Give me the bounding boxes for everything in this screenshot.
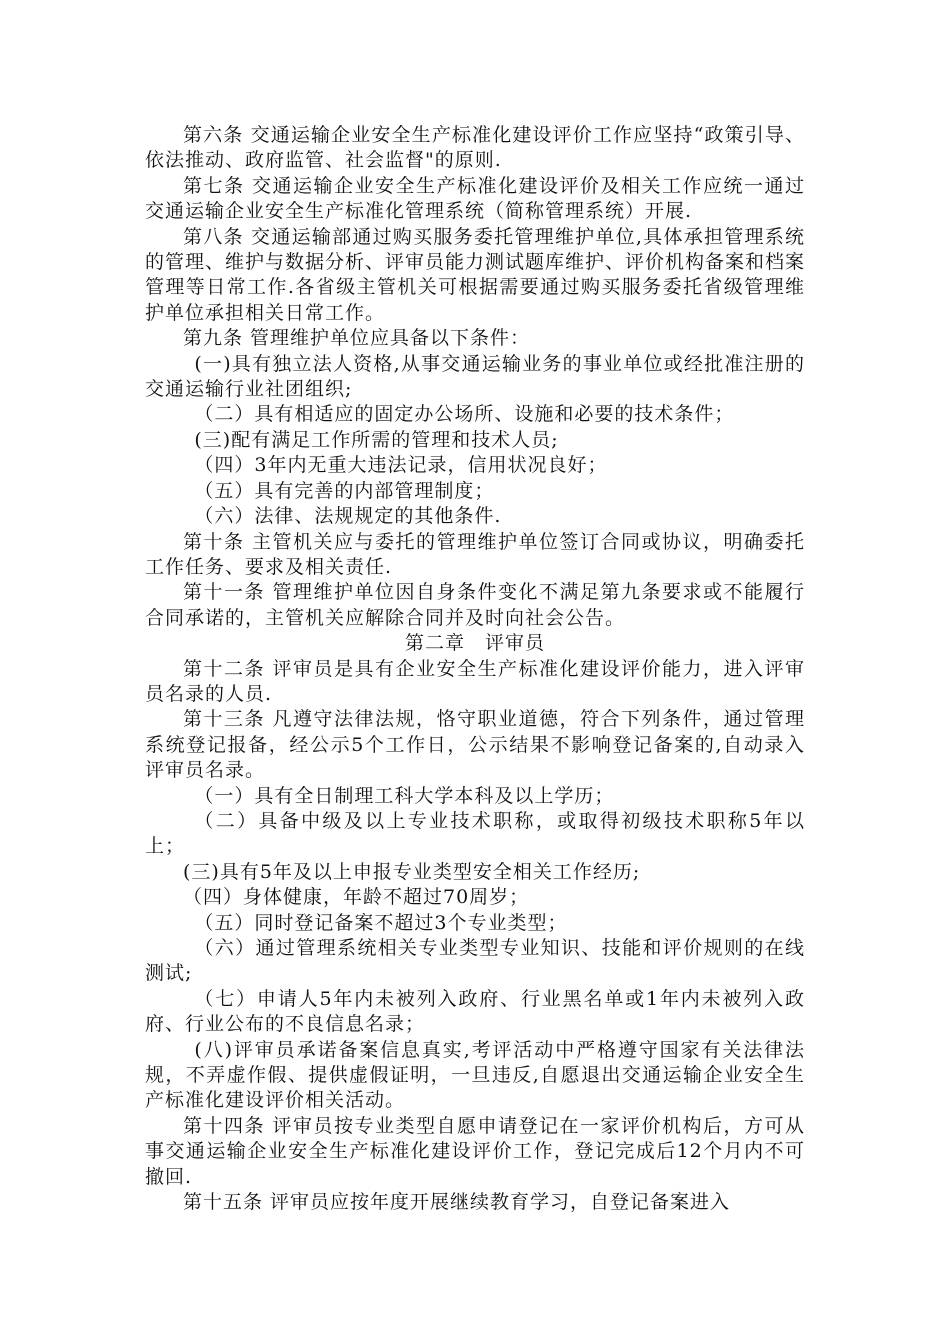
document-body (145, 123, 805, 1215)
article-10: 第十条 主管机关应与委托的管理维护单位签订合同或协议，明确委托工作任务、要求及相关责任. (145, 530, 805, 578)
article-8: 第八条 交通运输部通过购买服务委托管理维护单位,具体承担管理系统的管理、维护与数据分析、评审员能力测试题库维护、评价机构备案和档案管理等日常工作.各省级主管机关可根据需要通过购买服务委托省级管理维护单位承担相关日常工作。 (145, 225, 806, 324)
article-9-item-4: （四）3年内无重大违法记录，信用状况良好； (194, 454, 608, 477)
article-13-item-2: （二）具备中级及以上专业技术职称，或取得初级技术职称5年以上； (145, 809, 805, 858)
article-13-item-8: (八)评审员承诺备案信息真实,考评活动中严格遵守国家有关法律法规，不弄虚作假、提供虚假证明，一旦违反,自愿退出交通运输企业安全生产标准化建设评价相关活动。 (145, 1038, 805, 1112)
article-13-item-7: （七）申请人5年内未被列入政府、行业黑名单或1年内未被列入政府、行业公布的不良信息名录； (145, 987, 805, 1036)
article-13-item-3: (三)具有5年及以上申报专业类型安全相关工作经历; (183, 860, 641, 883)
article-13-item-4: （四）身体健康，年龄不超过70周岁； (183, 886, 530, 909)
article-9-item-3: (三)配有满足工作所需的管理和技术人员; (194, 428, 559, 451)
article-9-item-1: (一)具有独立法人资格,从事交通运输业务的事业单位或经批准注册的交通运输行业社团组织; (145, 352, 805, 401)
article-7: 第七条 交通运输企业安全生产标准化建设评价及相关工作应统一通过交通运输企业安全生产标准化管理系统（简称管理系统）开展. (145, 174, 805, 223)
article-9-item-2: （二）具有相适应的固定办公场所、设施和必要的技术条件； (194, 403, 735, 426)
article-14: 第十四条 评审员按专业类型自愿申请登记在一家评价机构后，方可从事交通运输企业安全生产标准化建设评价工作，登记完成后12个月内不可撤回. (145, 1114, 805, 1188)
chapter-heading: 第二章 评审员 (404, 632, 545, 655)
article-9: 第九条 管理维护单位应具备以下条件： (183, 327, 531, 350)
article-13-item-5: （五）同时登记备案不超过3个专业类型； (194, 911, 568, 934)
article-13-item-1: （一）具有全日制理工科大学本科及以上学历； (194, 784, 615, 807)
article-12: 第十二条 评审员是具有企业安全生产标准化建设评价能力，进入评审员名录的人员. (145, 657, 805, 705)
article-11: 第十一条 管理维护单位因自身条件变化不满足第九条要求或不能履行合同承诺的，主管机关应解除合同并及时向社会公告。 (145, 581, 805, 629)
article-9-item-5: （五）具有完善的内部管理制度； (194, 479, 495, 502)
article-13: 第十三条 凡遵守法律法规，恪守职业道德，符合下列条件，通过管理系统登记报备，经公示5个工作日，公示结果不影响登记备案的,自动录入评审员名录。 (145, 708, 805, 782)
article-15: 第十五条 评审员应按年度开展继续教育学习，自登记备案进入 (183, 1191, 731, 1214)
article-9-item-6: （六）法律、法规规定的其他条件. (194, 505, 502, 528)
article-13-item-6: （六）通过管理系统相关专业类型专业知识、技能和评价规则的在线测试; (145, 937, 805, 985)
article-6: 第六条 交通运输企业安全生产标准化建设评价工作应坚持“政策引导、依法推动、政府监管、社会监督"的原则. (145, 124, 805, 172)
